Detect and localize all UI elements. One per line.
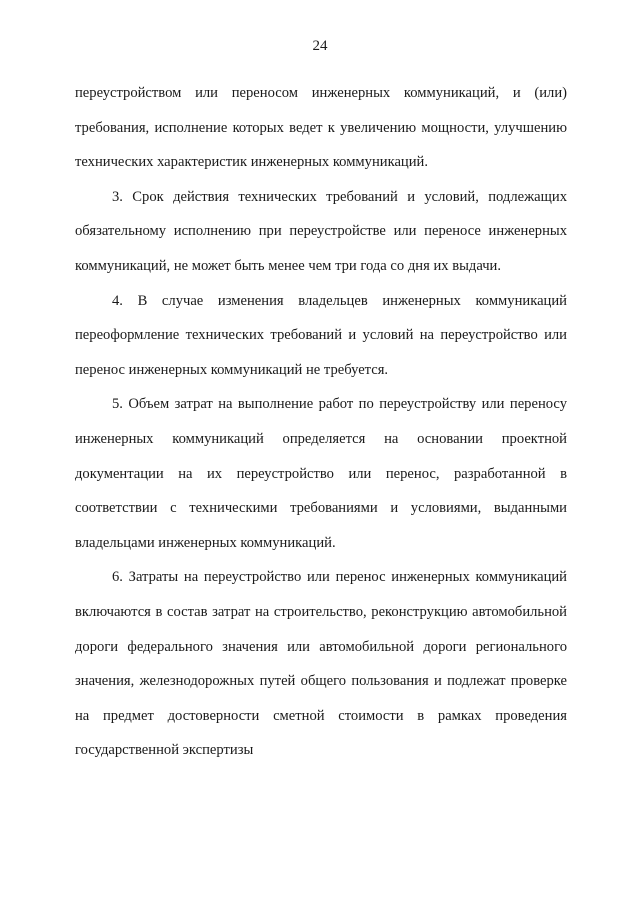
document-body	[75, 76, 567, 768]
paragraph-item-5: 5. Объем затрат на выполнение работ по переустройству или переносу инженерных коммуникаций определяется на основании проектной документации на их переустройство или перенос, разработанной в соответствии с техническими требованиями и условиями, выданными владельцами инженерных коммуникаций.	[75, 396, 567, 551]
paragraph-item-3: 3. Срок действия технических требований и условий, подлежащих обязательному исполнению при переустройстве или переносе инженерных коммуникаций, не может быть менее чем три года со дня их выдачи.	[75, 188, 567, 274]
paragraph-continuation: переустройством или переносом инженерных коммуникаций, и (или) требования, исполнение которых ведет к увеличению мощности, улучшению технических характеристик инженерных коммуникаций.	[75, 85, 567, 171]
paragraph-item-4: 4. В случае изменения владельцев инженерных коммуникаций переоформление технических требований и условий на переустройство или перенос инженерных коммуникаций не требуется.	[75, 292, 567, 378]
page-number: 24	[312, 38, 328, 54]
paragraph-item-6: 6. Затраты на переустройство или перенос инженерных коммуникаций включаются в состав затрат на строительство, реконструкцию автомобильной дороги федерального значения или автомобильной дороги регионального значения, железнодорожных путей общего пользования и подлежат проверке на предмет достоверности сметной стоимости в рамках проведения государственной экспертизы	[75, 569, 567, 759]
